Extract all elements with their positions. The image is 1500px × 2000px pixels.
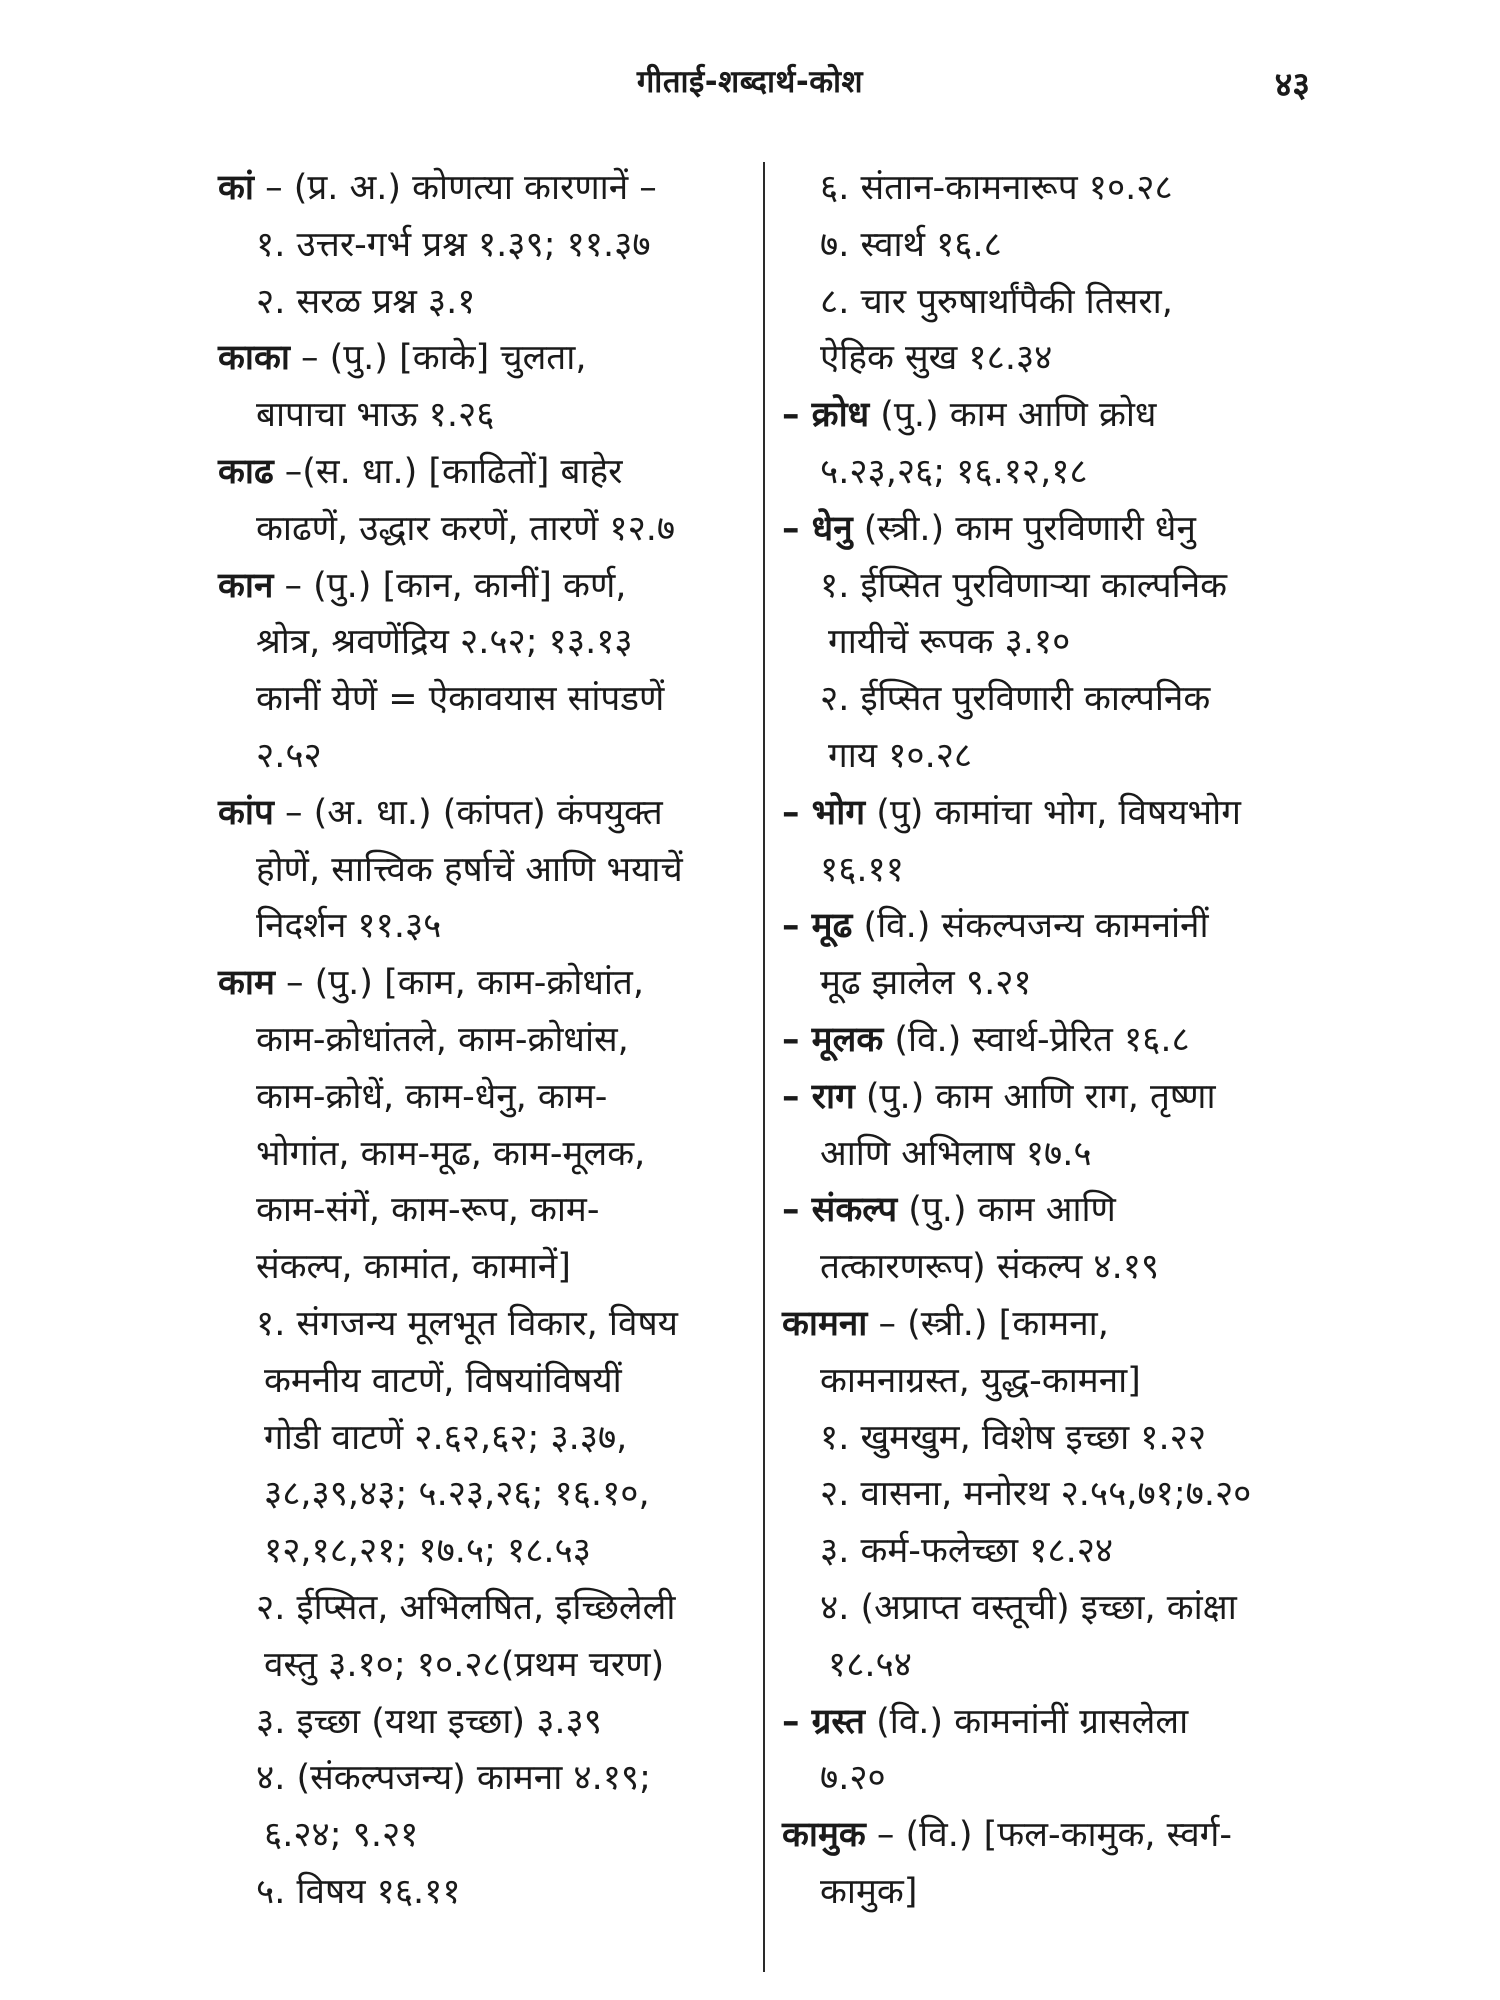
entry-text: भोगांत, काम-मूढ, काम-मूलक, <box>256 1133 646 1174</box>
headword: काम <box>218 963 275 1004</box>
entry-text: १. ईप्सित पुरविणाऱ्या काल्पनिक <box>820 565 1228 606</box>
definition-line <box>782 1580 1322 1637</box>
entry-text: १. संगजन्य मूलभूत विकार, विषय <box>256 1303 678 1344</box>
headword: – भोग <box>782 792 866 833</box>
definition-line <box>782 1750 1322 1807</box>
dictionary-entry-line <box>782 1182 1322 1239</box>
entry-text: ३८,३९,४३; ५.२३,२६; १६.१०, <box>264 1474 650 1515</box>
entry-text: २. वासना, मनोरथ २.५५,७१;७.२० <box>820 1474 1252 1515</box>
definition-line <box>782 1466 1322 1523</box>
entry-text: २. सरळ प्रश्न ३.१ <box>256 281 476 322</box>
entry-text: गाय १०.२८ <box>828 735 973 776</box>
definition-line <box>218 1694 758 1751</box>
entry-text: ४. (अप्राप्त वस्तूची) इच्छा, कांक्षा <box>820 1587 1237 1628</box>
entry-text: ७.२० <box>820 1758 886 1799</box>
definition-line <box>218 274 758 331</box>
headword: कांप <box>218 792 274 833</box>
entry-text: – (अ. धा.) (कांपत) कंपयुक्त <box>273 792 663 833</box>
entry-text: संकल्प, कामांत, कामानें] <box>256 1247 571 1288</box>
definition-line <box>782 1126 1322 1183</box>
headword: कां <box>218 168 254 208</box>
entry-text: २. ईप्सित पुरविणारी काल्पनिक <box>820 679 1211 720</box>
entry-text: १६.११ <box>820 849 904 890</box>
definition-line <box>782 842 1322 899</box>
dictionary-entry-line <box>782 501 1322 558</box>
entry-text: १८.५४ <box>828 1644 912 1685</box>
headword: काका <box>218 338 290 379</box>
definition-line <box>782 671 1322 728</box>
entry-text: (वि.) कामनांनीं ग्रासलेला <box>865 1701 1189 1742</box>
entry-text: – (प्र. अ.) कोणत्या कारणानें – <box>253 168 657 208</box>
definition-line <box>782 160 1322 217</box>
headword: कान <box>218 565 274 606</box>
entry-text: गोडी वाटणें २.६२,६२; ३.३७, <box>264 1417 628 1458</box>
page-title: गीताई-शब्दार्थ-कोश <box>636 64 864 100</box>
entry-text: काढणें, उद्धार करणें, तारणें १२.७ <box>256 508 676 549</box>
entry-text: (पु.) काम आणि राग, तृष्णा <box>854 1076 1216 1117</box>
definition-line <box>782 444 1322 501</box>
entry-text: ६. संतान-कामनारूप १०.२८ <box>820 168 1173 208</box>
entry-text: (पु) कामांचा भोग, विषयभोग <box>865 792 1241 833</box>
entry-text: कमनीय वाटणें, विषयांविषयीं <box>264 1360 622 1401</box>
definition-line <box>218 1580 758 1637</box>
headword: – राग <box>782 1076 855 1117</box>
entry-text: १. उत्तर-गर्भ प्रश्न १.३९; ११.३७ <box>256 224 651 265</box>
dictionary-entry-line <box>782 1012 1322 1069</box>
entry-text: ऐहिक सुख १८.३४ <box>820 338 1053 379</box>
entry-text: (पु.) काम आणि <box>897 1190 1116 1231</box>
definition-line <box>782 1410 1322 1467</box>
definition-line <box>218 1410 758 1467</box>
definition-line <box>782 274 1322 331</box>
definition-line <box>218 1807 758 1864</box>
definition-line <box>218 387 758 444</box>
entry-text: –(स. धा.) [काढितों] बाहेर <box>273 451 623 492</box>
definition-line <box>218 1126 758 1183</box>
definition-line <box>218 1182 758 1239</box>
headword: – ग्रस्त <box>782 1701 865 1742</box>
definition-line <box>218 501 758 558</box>
headword: काढ <box>218 451 274 492</box>
definition-line <box>782 558 1322 615</box>
entry-text: (वि.) संकल्पजन्य कामनांनीं <box>852 906 1209 947</box>
definition-line <box>218 898 758 955</box>
dictionary-entry-line <box>782 1069 1322 1126</box>
page-number: ४३ <box>1274 65 1310 105</box>
entry-text: १. खुमखुम, विशेष इच्छा १.२२ <box>820 1417 1207 1458</box>
entry-text: श्रोत्र, श्रवणेंद्रिय २.५२; १३.१३ <box>256 622 633 663</box>
dictionary-entry-line <box>218 160 758 217</box>
definition-line <box>218 1750 758 1807</box>
page-header <box>0 60 1500 120</box>
entry-text: – (पु.) [काके] चुलता, <box>289 338 587 379</box>
entry-text: (स्त्री.) काम पुरविणारी धेनु <box>852 508 1196 549</box>
dictionary-entry-line <box>218 558 758 615</box>
entry-text: – (पु.) [काम, काम-क्रोधांत, <box>274 963 644 1004</box>
dictionary-entry-line <box>218 955 758 1012</box>
headword: कामना <box>782 1303 868 1344</box>
headword: – मूढ <box>782 906 853 947</box>
definition-line <box>218 671 758 728</box>
entry-text: निदर्शन ११.३५ <box>256 906 442 947</box>
dictionary-entry-line <box>218 444 758 501</box>
definition-line <box>782 1353 1322 1410</box>
entry-text: तत्कारणरूप) संकल्प ४.१९ <box>820 1247 1160 1288</box>
entry-text: – (स्त्री.) [कामना, <box>867 1303 1109 1344</box>
definition-line <box>218 1637 758 1694</box>
definition-line <box>218 217 758 274</box>
definition-line <box>782 1239 1322 1296</box>
entry-text: ५.२३,२६; १६.१२,१८ <box>820 451 1088 492</box>
definition-line <box>782 955 1322 1012</box>
column-divider <box>763 162 765 1972</box>
definition-line <box>782 217 1322 274</box>
definition-line <box>218 1012 758 1069</box>
definition-line <box>218 1864 758 1921</box>
dictionary-entry-line <box>218 785 758 842</box>
entry-text: २.५२ <box>256 735 322 776</box>
entry-text: काम-संगें, काम-रूप, काम- <box>256 1190 600 1231</box>
headword: – संकल्प <box>782 1190 898 1231</box>
entry-text: होणें, सात्त्विक हर्षाचें आणि भयाचें <box>256 849 683 890</box>
definition-line <box>218 1353 758 1410</box>
entry-text: १२,१८,२१; १७.५; १८.५३ <box>264 1531 591 1572</box>
dictionary-entry-line <box>782 898 1322 955</box>
definition-line <box>218 614 758 671</box>
entry-text: गायीचें रूपक ३.१० <box>828 622 1071 663</box>
dictionary-entry-line <box>782 785 1322 842</box>
headword: – मूलक <box>782 1019 884 1060</box>
entry-text: (वि.) स्वार्थ-प्रेरित १६.८ <box>883 1019 1190 1060</box>
definition-line <box>782 614 1322 671</box>
entry-text: – (पु.) [कान, कानीं] कर्ण, <box>273 565 627 606</box>
entry-text: कानीं येणें = ऐकावयास सांपडणें <box>256 679 665 720</box>
entry-text: २. ईप्सित, अभिलषित, इच्छिलेली <box>256 1587 676 1628</box>
entry-text: आणि अभिलाष १७.५ <box>820 1133 1092 1174</box>
definition-line <box>218 1239 758 1296</box>
entry-text: काम-क्रोधें, काम-धेनु, काम- <box>256 1076 608 1117</box>
entry-text: काम-क्रोधांतले, काम-क्रोधांस, <box>256 1019 629 1060</box>
headword: कामुक <box>782 1815 866 1856</box>
entry-text: मूढ झालेल ९.२१ <box>820 963 1032 1004</box>
definition-line <box>218 1296 758 1353</box>
definition-line <box>218 842 758 899</box>
entry-text: ७. स्वार्थ १६.८ <box>820 224 1002 265</box>
entry-text: कामनाग्रस्त, युद्ध-कामना] <box>820 1360 1141 1401</box>
entry-text: बापाचा भाऊ १.२६ <box>256 395 495 436</box>
headword: – धेनु <box>782 508 853 549</box>
entry-text: – (वि.) [फल-कामुक, स्वर्ग- <box>865 1815 1233 1856</box>
entry-text: (पु.) काम आणि क्रोध <box>869 395 1157 436</box>
dictionary-entry-line <box>782 1296 1322 1353</box>
right-column <box>782 160 1322 1921</box>
entry-text: ४. (संकल्पजन्य) कामना ४.१९; <box>256 1758 651 1799</box>
entry-text: ६.२४; ९.२१ <box>264 1815 419 1856</box>
entry-text: ३. कर्म-फलेच्छा १८.२४ <box>820 1531 1114 1572</box>
entry-text: ८. चार पुरुषार्थांपैकी तिसरा, <box>820 281 1173 322</box>
dictionary-entry-line <box>782 387 1322 444</box>
definition-line <box>782 330 1322 387</box>
definition-line <box>218 1069 758 1126</box>
definition-line <box>218 1466 758 1523</box>
definition-line <box>782 728 1322 785</box>
dictionary-entry-line <box>218 330 758 387</box>
dictionary-entry-line <box>782 1807 1322 1864</box>
entry-text: कामुक] <box>820 1871 918 1912</box>
entry-text: ३. इच्छा (यथा इच्छा) ३.३९ <box>256 1701 602 1742</box>
definition-line <box>782 1523 1322 1580</box>
definition-line <box>782 1864 1322 1921</box>
definition-line <box>218 1523 758 1580</box>
entry-text: ५. विषय १६.११ <box>256 1871 461 1912</box>
entry-text: वस्तु ३.१०; १०.२८(प्रथम चरण) <box>264 1644 665 1685</box>
definition-line <box>218 728 758 785</box>
dictionary-entry-line <box>782 1694 1322 1751</box>
headword: – क्रोध <box>782 395 870 436</box>
left-column <box>218 160 758 1921</box>
definition-line <box>782 1637 1322 1694</box>
